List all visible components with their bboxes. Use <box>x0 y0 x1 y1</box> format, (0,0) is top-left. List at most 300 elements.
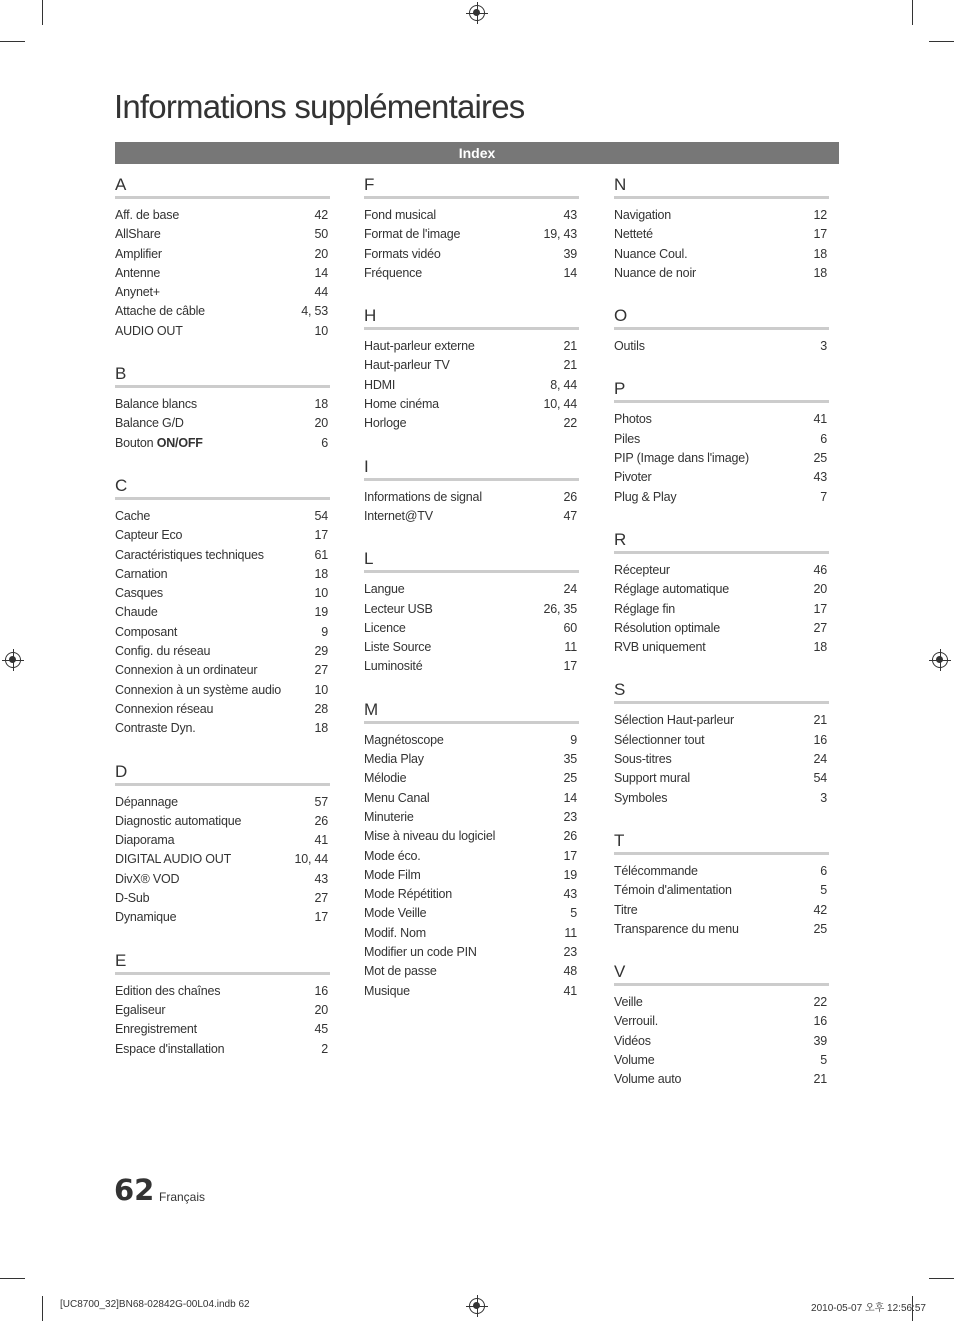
index-term: Horloge <box>364 416 407 431</box>
index-pages: 5 <box>820 883 827 898</box>
index-pages: 9 <box>321 624 328 639</box>
index-pages: 50 <box>314 227 328 242</box>
index-pages: 42 <box>813 902 827 917</box>
index-section-c <box>115 473 330 739</box>
index-term: Format de l'image <box>364 227 461 242</box>
index-entry <box>614 769 829 788</box>
index-entry <box>115 1020 330 1039</box>
index-term: Balance G/D <box>115 416 184 431</box>
index-pages: 27 <box>314 663 328 678</box>
index-section-o <box>614 303 829 356</box>
index-term: Internet@TV <box>364 508 433 523</box>
index-entry <box>115 245 330 264</box>
index-pages: 18 <box>314 397 328 412</box>
index-entry <box>614 206 829 225</box>
index-entry <box>364 885 579 904</box>
index-entry <box>364 769 579 788</box>
index-pages: 42 <box>314 208 328 222</box>
index-term: Sous-titres <box>614 752 672 767</box>
index-entry <box>364 619 579 638</box>
index-entry <box>614 750 829 769</box>
index-header-bar: Index <box>115 142 839 164</box>
index-term-bold: ON/OFF <box>156 435 203 450</box>
index-pages: 23 <box>563 809 577 824</box>
index-pages: 8, 44 <box>550 377 577 392</box>
index-pages: 17 <box>813 601 827 616</box>
index-term: HDMI <box>364 377 396 392</box>
index-entry <box>115 719 330 738</box>
index-pages: 20 <box>314 1002 328 1017</box>
index-term <box>115 434 203 453</box>
index-entry <box>614 245 829 264</box>
crop-mark <box>0 1278 25 1279</box>
index-term: Télécommande <box>614 863 698 878</box>
section-letter: M <box>364 697 579 724</box>
index-term: Titre <box>614 902 638 917</box>
section-letter: S <box>614 677 829 704</box>
index-pages: 27 <box>813 620 827 635</box>
index-entry <box>614 901 829 920</box>
index-entry <box>614 225 829 244</box>
index-entry <box>364 962 579 981</box>
index-pages: 25 <box>563 771 577 786</box>
index-term: Musique <box>364 983 410 998</box>
index-pages: 5 <box>820 1053 827 1068</box>
index-term-text: Bouton <box>115 435 154 450</box>
index-pages: 20 <box>314 246 328 261</box>
index-term: Cache <box>115 508 151 523</box>
index-term: PIP (Image dans l'image) <box>614 451 749 466</box>
index-pages: 10 <box>314 682 328 697</box>
index-column-3 <box>614 172 829 1110</box>
index-entry <box>614 619 829 638</box>
index-pages: 48 <box>563 964 577 979</box>
index-term: Outils <box>614 339 645 354</box>
index-pages: 10, 44 <box>543 397 577 412</box>
index-pages: 29 <box>314 644 328 659</box>
index-term: Enregistrement <box>115 1022 197 1037</box>
index-term: Réglage fin <box>614 601 676 616</box>
index-term: Plug & Play <box>614 489 677 504</box>
index-entry <box>614 638 829 657</box>
index-pages: 43 <box>563 887 577 902</box>
index-pages: 25 <box>813 451 827 466</box>
index-term: Luminosité <box>364 659 423 674</box>
index-entry <box>115 507 330 526</box>
index-term: RVB uniquement <box>614 640 706 655</box>
index-term: Dynamique <box>115 910 177 925</box>
index-pages: 18 <box>813 246 827 261</box>
index-pages: 12 <box>813 208 827 222</box>
section-letter: P <box>614 376 829 403</box>
index-entry <box>614 264 829 283</box>
crop-mark <box>42 1296 43 1321</box>
index-term: Sélection Haut-parleur <box>614 713 734 728</box>
index-entry <box>115 283 330 302</box>
index-entry <box>364 376 579 395</box>
index-term: Haut-parleur TV <box>364 358 450 373</box>
index-pages: 28 <box>314 701 328 716</box>
page-number: 62 <box>114 1173 155 1207</box>
index-pages: 35 <box>563 752 577 767</box>
section-letter: H <box>364 303 579 330</box>
index-entry <box>614 862 829 881</box>
registration-mark-icon <box>932 652 948 668</box>
index-term: Témoin d'alimentation <box>614 883 732 898</box>
index-entry <box>115 700 330 719</box>
index-entry <box>614 561 829 580</box>
index-term: Volume auto <box>614 1072 682 1087</box>
index-entry <box>115 546 330 565</box>
index-term: Fond musical <box>364 208 436 222</box>
index-entry <box>364 507 579 526</box>
index-term: Diagnostic automatique <box>115 813 242 828</box>
index-term: Volume <box>614 1053 655 1068</box>
index-term: Sélectionner tout <box>614 732 705 747</box>
index-pages: 39 <box>813 1033 827 1048</box>
registration-mark-icon <box>5 652 21 668</box>
index-pages: 6 <box>820 863 827 878</box>
index-term: Récepteur <box>614 562 670 577</box>
index-pages: 3 <box>820 339 827 354</box>
index-entry <box>115 206 330 225</box>
index-entry <box>614 711 829 730</box>
index-entry <box>614 1070 829 1089</box>
index-entry <box>115 526 330 545</box>
index-pages: 14 <box>314 265 328 280</box>
section-letter: E <box>115 948 330 975</box>
index-entry <box>115 603 330 622</box>
index-entry <box>115 395 330 414</box>
index-term: Photos <box>614 412 652 427</box>
index-pages: 44 <box>314 285 328 300</box>
index-pages: 41 <box>314 833 328 848</box>
index-term: Mise à niveau du logiciel <box>364 829 496 844</box>
index-term: Casques <box>115 586 163 601</box>
index-entry <box>364 847 579 866</box>
index-term: Licence <box>364 620 406 635</box>
crop-mark <box>929 41 954 42</box>
index-term: Résolution optimale <box>614 620 720 635</box>
index-pages: 25 <box>813 921 827 936</box>
index-pages: 6 <box>321 435 328 450</box>
index-term: Composant <box>115 624 178 639</box>
index-entry <box>115 623 330 642</box>
index-pages: 16 <box>813 1014 827 1029</box>
index-entry <box>364 827 579 846</box>
section-letter: I <box>364 454 579 481</box>
index-term: AllShare <box>115 227 161 242</box>
print-slug-file: [UC8700_32]BN68-02842G-00L04.indb 62 <box>60 1299 250 1310</box>
index-term: Navigation <box>614 208 672 222</box>
index-entry <box>364 580 579 599</box>
index-section-i <box>364 454 579 527</box>
crop-mark <box>912 0 913 25</box>
index-pages: 39 <box>563 246 577 261</box>
index-entry <box>614 920 829 939</box>
index-term: Connexion à un système audio <box>115 682 282 697</box>
index-pages: 17 <box>563 848 577 863</box>
index-pages: 24 <box>563 582 577 597</box>
index-section-h <box>364 303 579 433</box>
index-term: Dépannage <box>115 794 178 809</box>
index-entry <box>115 642 330 661</box>
index-entry <box>364 982 579 1001</box>
index-term: Liste Source <box>364 640 432 655</box>
index-pages: 9 <box>570 732 577 747</box>
index-entry <box>614 449 829 468</box>
index-term: Haut-parleur externe <box>364 339 475 354</box>
index-term: Chaude <box>115 605 158 620</box>
index-pages: 60 <box>563 620 577 635</box>
index-section-a <box>115 172 330 341</box>
index-term: Nuance Coul. <box>614 246 688 261</box>
index-term: Mode Répétition <box>364 887 453 902</box>
index-term: Attache de câble <box>115 304 205 319</box>
index-entry <box>364 225 579 244</box>
index-entry <box>364 750 579 769</box>
index-entry <box>115 565 330 584</box>
index-pages: 21 <box>813 1072 827 1087</box>
index-entry <box>614 1051 829 1070</box>
section-letter: B <box>115 361 330 388</box>
index-term: Espace d'installation <box>115 1041 225 1056</box>
index-term: DivX® VOD <box>115 871 180 886</box>
index-term: Media Play <box>364 752 424 767</box>
crop-mark <box>42 0 43 25</box>
index-entry <box>115 793 330 812</box>
index-pages: 11 <box>564 640 577 655</box>
index-pages: 24 <box>813 752 827 767</box>
index-term: Vidéos <box>614 1033 651 1048</box>
index-pages: 22 <box>813 995 827 1010</box>
index-entry <box>614 731 829 750</box>
index-entry <box>364 808 579 827</box>
index-pages: 26, 35 <box>543 601 577 616</box>
index-pages: 26 <box>563 829 577 844</box>
index-entry <box>614 337 829 356</box>
index-entry <box>364 866 579 885</box>
index-term: Minuterie <box>364 809 414 824</box>
index-entry <box>115 831 330 850</box>
index-entry <box>115 850 330 869</box>
index-term: Capteur Eco <box>115 528 183 543</box>
index-entry <box>115 812 330 831</box>
index-pages: 10, 44 <box>294 852 328 867</box>
index-entry <box>115 414 330 433</box>
index-entry <box>614 430 829 449</box>
page-title: Informations supplémentaires <box>114 88 525 125</box>
section-letter: N <box>614 172 829 199</box>
index-section-s <box>614 677 829 807</box>
index-term: Fréquence <box>364 265 422 280</box>
index-column-1 <box>115 172 330 1079</box>
index-section-m <box>364 697 579 1001</box>
index-pages: 18 <box>314 721 328 736</box>
index-pages: 11 <box>564 925 577 940</box>
index-term: DIGITAL AUDIO OUT <box>115 852 232 867</box>
index-section-t <box>614 828 829 939</box>
index-term: D-Sub <box>115 891 150 906</box>
index-pages: 10 <box>314 586 328 601</box>
index-pages: 22 <box>563 416 577 431</box>
index-term: Veille <box>614 995 643 1010</box>
index-pages: 41 <box>813 412 827 427</box>
index-term: Mélodie <box>364 771 407 786</box>
index-pages: 2 <box>321 1041 328 1056</box>
index-pages: 3 <box>820 790 827 805</box>
index-entry <box>614 580 829 599</box>
index-pages: 45 <box>314 1022 328 1037</box>
index-section-n <box>614 172 829 283</box>
index-section-p <box>614 376 829 506</box>
index-pages: 20 <box>314 416 328 431</box>
index-term: Pivoter <box>614 470 652 485</box>
index-entry <box>614 410 829 429</box>
index-section-r <box>614 527 829 657</box>
index-entry <box>115 982 330 1001</box>
index-entry <box>115 1001 330 1020</box>
index-entry <box>364 789 579 808</box>
index-pages: 16 <box>314 983 328 998</box>
index-entry <box>364 337 579 356</box>
index-entry <box>364 356 579 375</box>
index-term: Caractéristiques techniques <box>115 547 264 562</box>
index-pages: 20 <box>813 582 827 597</box>
index-term: AUDIO OUT <box>115 323 183 338</box>
index-pages: 19 <box>563 867 577 882</box>
index-entry <box>364 395 579 414</box>
crop-mark <box>0 41 25 42</box>
index-pages: 21 <box>813 713 827 728</box>
index-section-b <box>115 361 330 453</box>
index-entry <box>115 908 330 927</box>
index-pages: 41 <box>563 983 577 998</box>
index-pages: 14 <box>563 790 577 805</box>
index-term: Diaporama <box>115 833 175 848</box>
index-section-d <box>115 759 330 928</box>
index-term: Lecteur USB <box>364 601 433 616</box>
index-term: Mode Veille <box>364 906 427 921</box>
index-entry <box>364 206 579 225</box>
index-entry <box>115 661 330 680</box>
index-pages: 47 <box>563 508 577 523</box>
index-pages: 19 <box>314 605 328 620</box>
index-pages: 26 <box>314 813 328 828</box>
index-pages: 17 <box>314 528 328 543</box>
index-term: Mot de passe <box>364 964 437 979</box>
index-term: Nuance de noir <box>614 265 696 280</box>
index-term: Mode éco. <box>364 848 421 863</box>
index-pages: 43 <box>813 470 827 485</box>
section-letter: F <box>364 172 579 199</box>
index-term: Config. du réseau <box>115 644 211 659</box>
index-pages: 16 <box>813 732 827 747</box>
print-slug-date: 2010-05-07 오후 12:56:57 <box>811 1303 926 1314</box>
index-section-l <box>364 546 579 676</box>
index-pages: 14 <box>563 265 577 280</box>
index-term: Aff. de base <box>115 208 180 222</box>
index-pages: 10 <box>314 323 328 338</box>
index-entry <box>364 638 579 657</box>
index-entry <box>115 1040 330 1059</box>
index-entry <box>364 264 579 283</box>
index-pages: 18 <box>813 640 827 655</box>
index-entry <box>614 993 829 1012</box>
index-term: Informations de signal <box>364 489 482 504</box>
index-entry <box>364 904 579 923</box>
index-term: Anynet+ <box>115 285 160 300</box>
section-letter: L <box>364 546 579 573</box>
index-entry <box>614 1012 829 1031</box>
index-entry <box>364 600 579 619</box>
index-pages: 43 <box>563 208 577 222</box>
index-term: Modif. Nom <box>364 925 426 940</box>
index-term: Langue <box>364 582 405 597</box>
index-section-e <box>115 948 330 1059</box>
index-pages: 17 <box>314 910 328 925</box>
index-term: Modifier un code PIN <box>364 945 477 960</box>
index-entry <box>115 302 330 321</box>
section-letter: D <box>115 759 330 786</box>
index-entry <box>115 584 330 603</box>
index-entry <box>614 881 829 900</box>
index-term: Edition des chaînes <box>115 983 221 998</box>
index-pages: 61 <box>314 547 328 562</box>
index-entry <box>614 600 829 619</box>
section-letter: T <box>614 828 829 855</box>
registration-mark-icon <box>469 1298 485 1314</box>
index-entry <box>364 731 579 750</box>
index-term: Magnétoscope <box>364 732 444 747</box>
section-letter: A <box>115 172 330 199</box>
index-term: Balance blancs <box>115 397 197 412</box>
index-entry <box>614 468 829 487</box>
index-pages: 26 <box>563 489 577 504</box>
index-term: Carnation <box>115 566 168 581</box>
index-pages: 21 <box>563 358 577 373</box>
index-pages: 54 <box>314 508 328 523</box>
index-term: Netteté <box>614 227 653 242</box>
section-letter: V <box>614 959 829 986</box>
index-pages: 23 <box>563 945 577 960</box>
index-term: Formats vidéo <box>364 246 441 261</box>
section-letter: O <box>614 303 829 330</box>
index-pages: 17 <box>813 227 827 242</box>
index-entry <box>614 488 829 507</box>
index-entry <box>614 1032 829 1051</box>
index-section-v <box>614 959 829 1089</box>
index-term: Menu Canal <box>364 790 430 805</box>
section-letter: C <box>115 473 330 500</box>
index-pages: 57 <box>314 794 328 809</box>
index-entry <box>115 681 330 700</box>
index-entry <box>115 264 330 283</box>
index-pages: 43 <box>314 871 328 886</box>
index-entry <box>115 322 330 341</box>
index-term: Contraste Dyn. <box>115 721 196 736</box>
index-pages: 7 <box>820 489 827 504</box>
index-term: Réglage automatique <box>614 582 730 597</box>
index-column-2 <box>364 172 579 1021</box>
index-term: Verrouil. <box>614 1014 659 1029</box>
index-entry <box>364 488 579 507</box>
index-term: Transparence du menu <box>614 921 739 936</box>
index-entry <box>614 789 829 808</box>
index-entry <box>364 657 579 676</box>
index-entry <box>115 870 330 889</box>
index-term: Antenne <box>115 265 161 280</box>
